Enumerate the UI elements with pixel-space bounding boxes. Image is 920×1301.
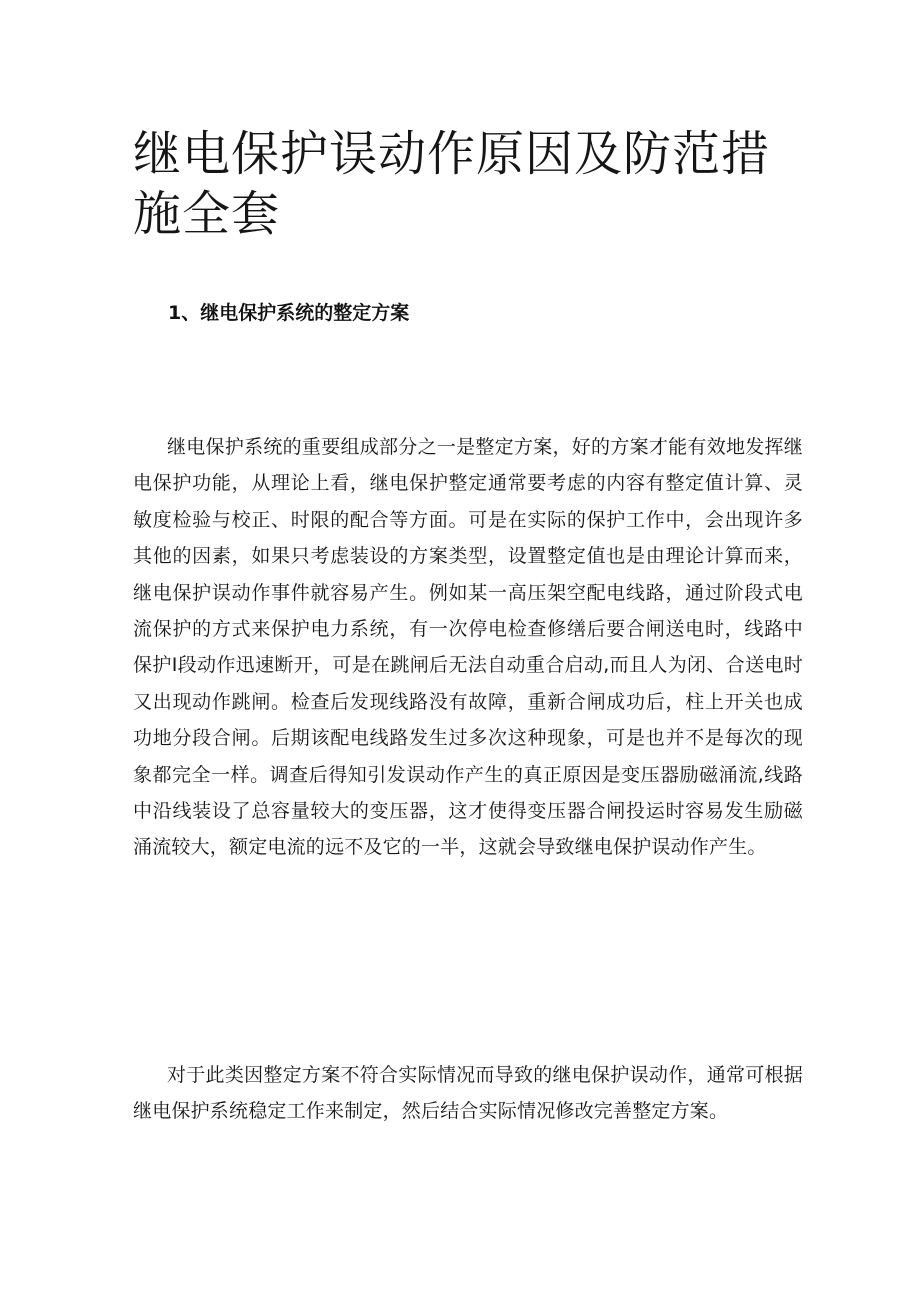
paragraph-2: 对于此类因整定方案不符合实际情况而导致的继电保护误动作，通常可根据继电保护系统稳定工作来制定，然后结合实际情况修改完善整定方案。 (133, 1064, 803, 1123)
paragraph-1: 继电保护系统的重要组成部分之一是整定方案，好的方案才能有效地发挥继电保护功能，从理论上看，继电保护整定通常要考虑的内容有整定值计算、灵敏度检验与校正、时限的配合等方面。可是在实际的保护工作中，会出现许多其他的因素，如果只考虑装设的方案类型，设置整定值也是由理论计算而来，继电保护误动作事件就容易产生。例如某一高压架空配电线路，通过阶段式电流保护的方式来保护电力系统，有一次停电检查修缮后要合闸送电时，线路中保护Ⅰ段动作迅速断开，可是在跳闸后无法自动重合启动,而且人为闭、合送电时又出现动作跳闸。检查后发现线路没有故障，重新合闸成功后，柱上开关也成功地分段合闸。后期该配电线路发生过多次这种现象，可是也并不是每次的现象都完全一样。调查后得知引发误动作产生的真正原因是变压器励磁涌流,线路中沿线装设了总容量较大的变压器，这才使得变压器合闸投运时容易发生励磁涌流较大，额定电流的远不及它的一半，这就会导致继电保护误动作产生。 (133, 436, 803, 859)
document-title: 继电保护误动作原因及防范措施全套 (133, 126, 771, 242)
section-heading: 1、继电保护系统的整定方案 (168, 302, 410, 324)
